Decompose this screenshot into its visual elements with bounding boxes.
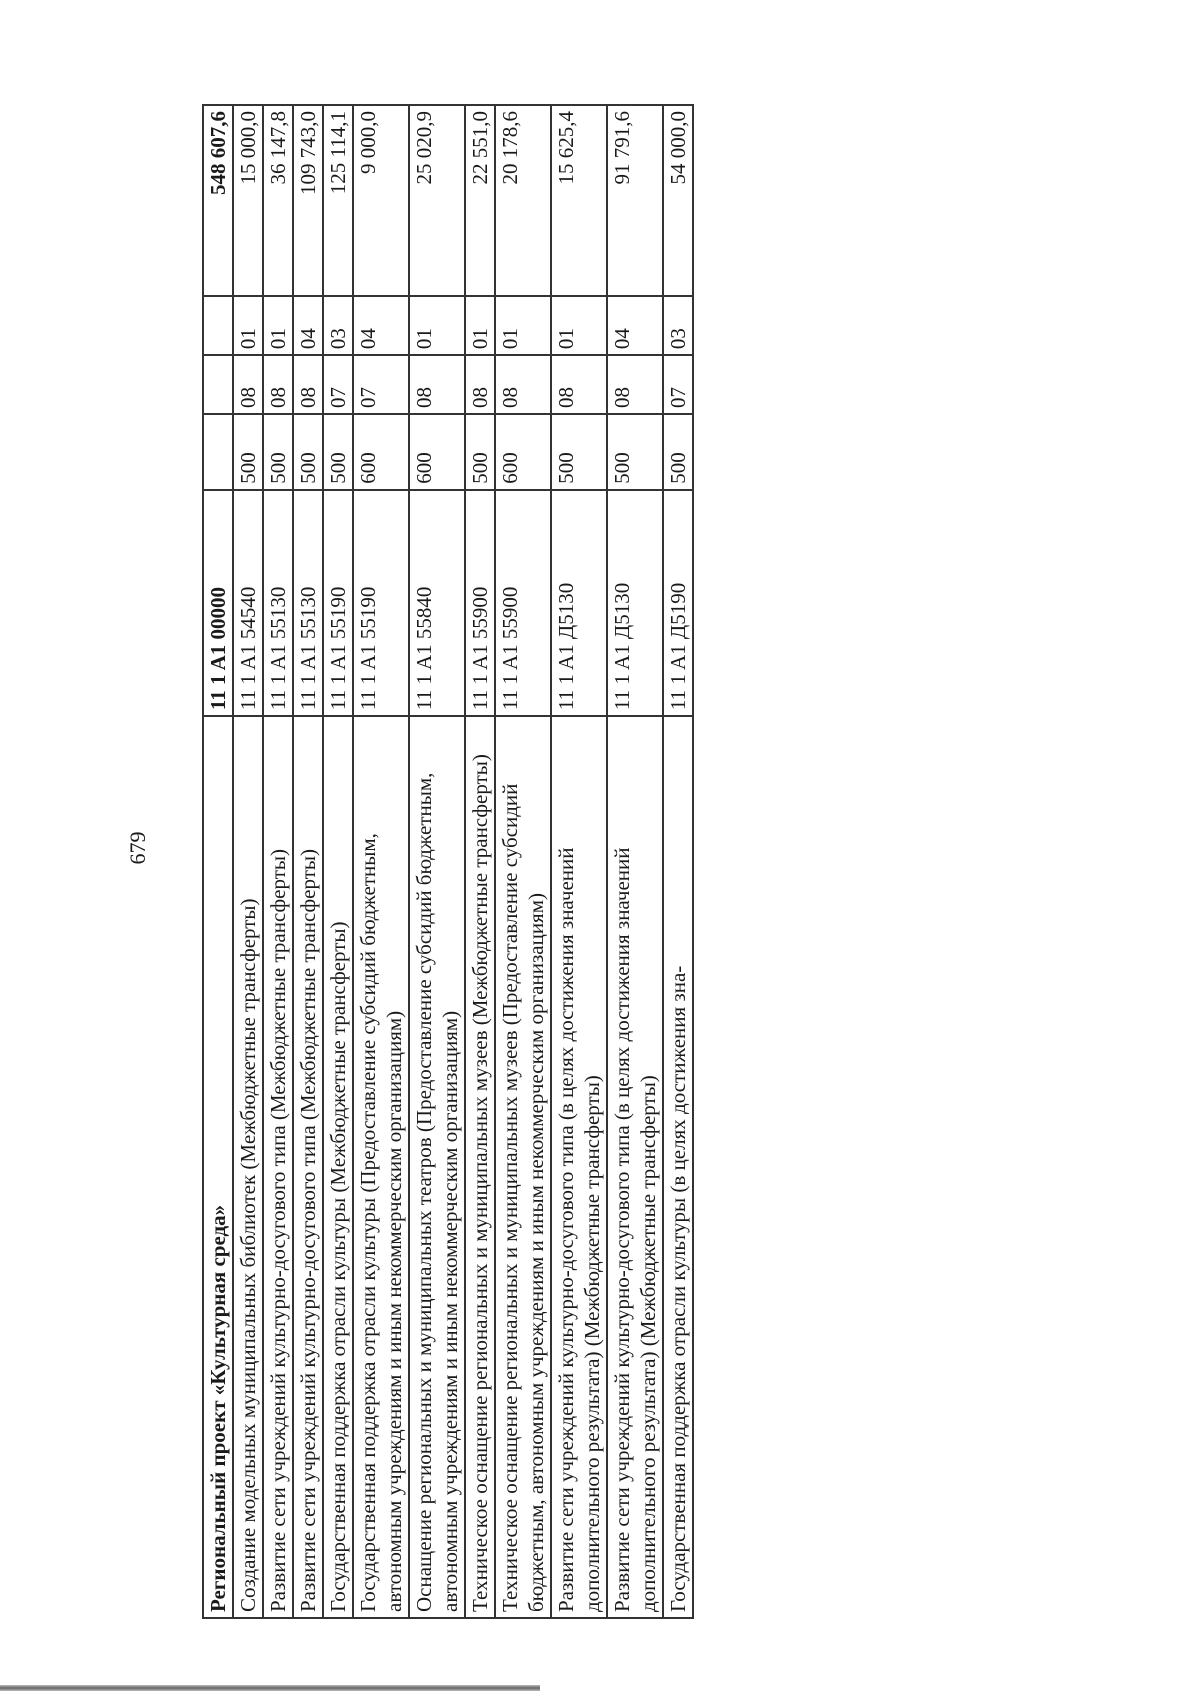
row-name: Государственная поддержка отрасли культуры (в целях достижения зна- — [663, 716, 693, 1618]
row-rz: 07 — [663, 355, 693, 414]
row-name: Создание модельных муниципальных библиотек (Межбюджетные трансферты) — [233, 716, 263, 1618]
row-pr: 03 — [323, 296, 353, 355]
row-rz: 08 — [409, 355, 465, 414]
row-sum: 54 000,0 — [663, 105, 693, 296]
row-name: Оснащение региональных и муниципальных театров (Предоставление субсидий бюджетным, автономным учреждениям и иным некоммерческим организациям) — [409, 716, 465, 1618]
row-pr: 04 — [293, 296, 323, 355]
row-sum: 9 000,0 — [353, 105, 409, 296]
row-code: 11 1 A1 55130 — [293, 490, 323, 716]
row-vr: 500 — [607, 414, 663, 490]
table-row — [465, 105, 495, 1618]
table-row — [293, 105, 323, 1618]
row-sum: 15 000,0 — [233, 105, 263, 296]
row-rz: 08 — [233, 355, 263, 414]
row-code: 11 1 A1 Д5130 — [551, 490, 607, 716]
row-code: 11 1 A1 54540 — [233, 490, 263, 716]
row-vr: 500 — [323, 414, 353, 490]
row-rz: 08 — [551, 355, 607, 414]
row-pr: 04 — [607, 296, 663, 355]
row-sum: 109 743,0 — [293, 105, 323, 296]
row-code: 11 1 A1 Д5130 — [607, 490, 663, 716]
row-vr: 600 — [495, 414, 551, 490]
row-vr: 500 — [465, 414, 495, 490]
row-code: 11 1 A1 Д5190 — [663, 490, 693, 716]
table-header-row — [203, 105, 233, 1618]
header-project-code: 11 1 A1 00000 — [203, 490, 233, 716]
table-row — [323, 105, 353, 1618]
row-name: Развитие сети учреждений культурно-досугового типа (в целях достижения значений дополнительного результата) (Межбюджетные трансферты) — [607, 716, 663, 1618]
row-name: Развитие сети учреждений культурно-досугового типа (Межбюджетные трансферты) — [263, 716, 293, 1618]
header-rz — [203, 355, 233, 414]
row-pr: 03 — [663, 296, 693, 355]
row-code: 11 1 A1 55130 — [263, 490, 293, 716]
row-pr: 01 — [551, 296, 607, 355]
row-vr: 600 — [353, 414, 409, 490]
row-sum: 20 178,6 — [495, 105, 551, 296]
scan-edge-line — [0, 1685, 540, 1691]
row-sum: 25 020,9 — [409, 105, 465, 296]
row-name: Развитие сети учреждений культурно-досугового типа (Межбюджетные трансферты) — [293, 716, 323, 1618]
row-rz: 08 — [465, 355, 495, 414]
row-code: 11 1 A1 55190 — [323, 490, 353, 716]
row-vr: 500 — [663, 414, 693, 490]
row-rz: 07 — [323, 355, 353, 414]
row-vr: 500 — [551, 414, 607, 490]
row-rz: 08 — [495, 355, 551, 414]
header-vr — [203, 414, 233, 490]
row-pr: 01 — [409, 296, 465, 355]
row-sum: 125 114,1 — [323, 105, 353, 296]
row-name: Техническое оснащение региональных и муниципальных музеев (Предоставление субсидий бюджетным, автономным учреждениям и иным некоммерческим организациям) — [495, 716, 551, 1618]
row-rz: 08 — [607, 355, 663, 414]
row-rz: 07 — [353, 355, 409, 414]
table-row — [233, 105, 263, 1618]
row-pr: 01 — [495, 296, 551, 355]
row-code: 11 1 A1 55900 — [465, 490, 495, 716]
row-code: 11 1 A1 55900 — [495, 490, 551, 716]
row-rz: 08 — [263, 355, 293, 414]
row-rz: 08 — [293, 355, 323, 414]
row-sum: 22 551,0 — [465, 105, 495, 296]
table-row — [409, 105, 465, 1618]
rotated-table-container — [202, 104, 1200, 1619]
row-name: Развитие сети учреждений культурно-досугового типа (в целях достижения значений дополнительного результата) (Межбюджетные трансферты) — [551, 716, 607, 1618]
row-vr: 500 — [293, 414, 323, 490]
header-project-name: Региональный проект «Культурная среда» — [203, 716, 233, 1618]
row-code: 11 1 A1 55190 — [353, 490, 409, 716]
row-name: Государственная поддержка отрасли культуры (Предоставление субсидий бюджетным, автономным учреждениям и иным некоммерческим организациям) — [353, 716, 409, 1618]
table-row — [607, 105, 663, 1618]
row-pr: 04 — [353, 296, 409, 355]
header-total-sum: 548 607,6 — [203, 105, 233, 296]
table-row — [495, 105, 551, 1618]
table-row — [353, 105, 409, 1618]
page-number: 679 — [125, 831, 150, 865]
header-pr — [203, 296, 233, 355]
row-pr: 01 — [465, 296, 495, 355]
table-row — [663, 105, 693, 1618]
table-row — [263, 105, 293, 1618]
budget-table — [202, 104, 694, 1619]
row-pr: 01 — [233, 296, 263, 355]
row-vr: 500 — [233, 414, 263, 490]
row-code: 11 1 A1 55840 — [409, 490, 465, 716]
row-sum: 36 147,8 — [263, 105, 293, 296]
row-name: Государственная поддержка отрасли культуры (Межбюджетные трансферты) — [323, 716, 353, 1618]
row-vr: 600 — [409, 414, 465, 490]
row-name: Техническое оснащение региональных и муниципальных музеев (Межбюджетные трансферты) — [465, 716, 495, 1618]
row-sum: 91 791,6 — [607, 105, 663, 296]
row-pr: 01 — [263, 296, 293, 355]
row-vr: 500 — [263, 414, 293, 490]
table-row — [551, 105, 607, 1618]
row-sum: 15 625,4 — [551, 105, 607, 296]
